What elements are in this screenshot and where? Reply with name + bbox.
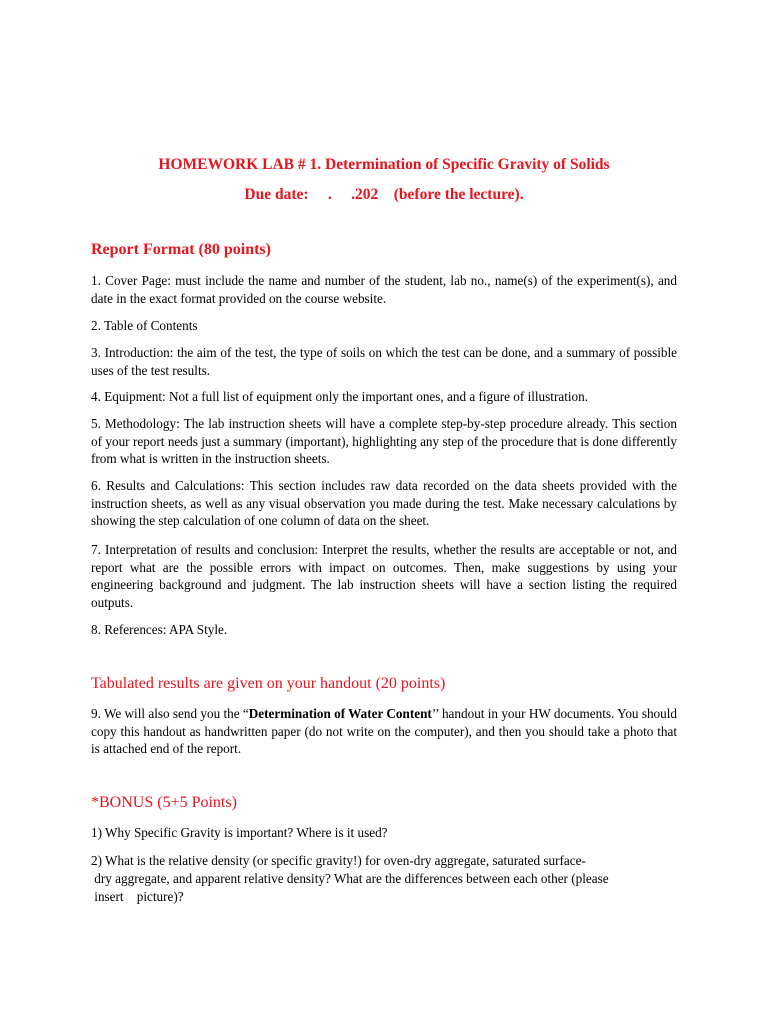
water-content-handout-title: Determination of Water Content (248, 706, 432, 721)
bonus-question-2-line-1: 2) What is the relative density (or specific gravity!) for oven-dry aggregate, saturated surface- (91, 853, 586, 868)
report-item-methodology: 5. Methodology: The lab instruction sheets will have a complete step-by-step procedure already. This section of your report needs just a summary (important), highlighting any step of the procedure that is done differently from what is written in the instruction sheets. (91, 416, 677, 467)
report-item-interpretation: 7. Interpretation of results and conclusion: Interpret the results, whether the results are acceptable or not, and report what are the possible errors with impact on outcomes. Then, make suggestions by using your engineering background and judgment. The lab instruction sheets will have a section listing the required outputs. (91, 542, 677, 610)
bonus-question-2-line-3: insert picture)? (91, 889, 184, 904)
document-title: HOMEWORK LAB # 1. Determination of Specific Gravity of Solids (158, 156, 610, 173)
item-9-text-end: ’’ handout in your HW documents. You should copy this handout as handwritten paper (do not write on the computer), and then you should take a photo that is attached end of the report. (91, 706, 677, 757)
report-item-equipment: 4. Equipment: Not a full list of equipment only the important ones, and a figure of illustration. (91, 389, 589, 404)
item-9-text-start: 9. We will also send you the “ (91, 706, 249, 721)
item-9-paragraph (91, 705, 677, 758)
report-item-table-of-contents: 2. Table of Contents (91, 318, 198, 333)
bonus-question-1: 1) Why Specific Gravity is important? Where is it used? (91, 825, 388, 840)
report-item-references: 8. References: APA Style. (91, 622, 228, 637)
report-item-introduction: 3. Introduction: the aim of the test, the type of soils on which the test can be done, and a summary of possible uses of the test results. (91, 345, 677, 378)
tabulated-results-heading: Tabulated results are given on your handout (20 points) (91, 675, 446, 692)
report-item-results: 6. Results and Calculations: This section includes raw data recorded on the data sheets provided with the instruction sheets, as well as any visual observation you made during the test. Make necessary calculations by showing the step calculation of one column of data on the sheet. (91, 478, 677, 529)
bonus-heading: *BONUS (5+5 Points) (91, 794, 237, 811)
report-format-heading: Report Format (80 points) (91, 241, 271, 258)
bonus-question-2-line-2: dry aggregate, and apparent relative density? What are the differences between each other (please (91, 871, 609, 886)
report-item-cover-page: 1. Cover Page: must include the name and number of the student, lab no., name(s) of the experiment(s), and date in the exact format provided on the course website. (91, 273, 677, 306)
due-date: Due date: . .202 (before the lecture). (244, 186, 524, 203)
